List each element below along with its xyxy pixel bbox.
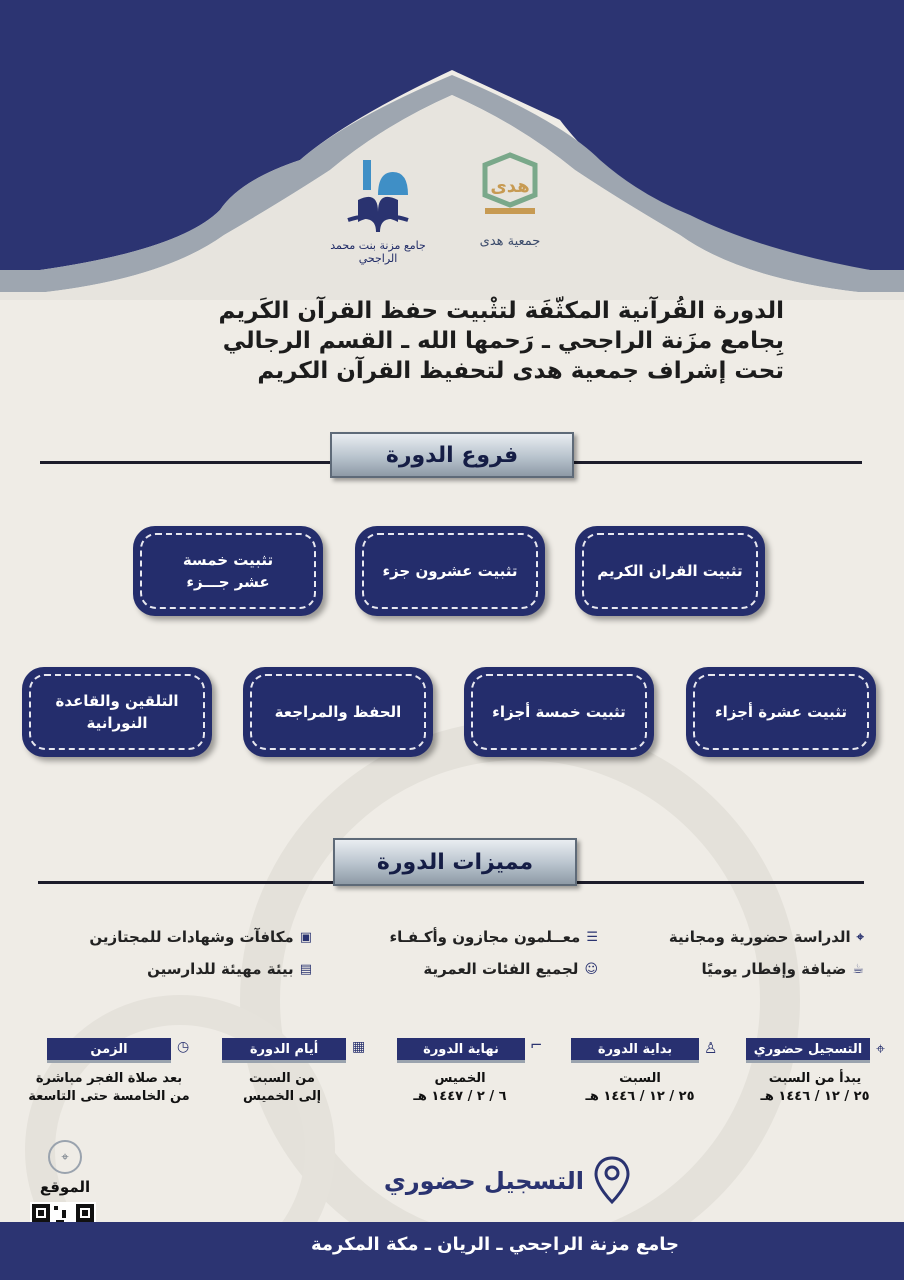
feature-text: الدراسة حضورية ومجانية [668, 928, 851, 946]
feature-item [423, 960, 598, 978]
huda-logo-name: جمعية هدى [479, 234, 541, 249]
list-icon: ☰ [586, 929, 598, 945]
branch-card-memorize [243, 667, 433, 757]
branch-card-fifteen [133, 526, 323, 616]
mosque-book-icon [318, 150, 438, 235]
walk-icon: ♙ [704, 1039, 718, 1057]
schedule-line-2: ٢٥ / ١٢ / ١٤٤٦ هـ [585, 1089, 695, 1104]
schedule-line-1: من السبت [249, 1071, 315, 1086]
schedule-line-1: السبت [619, 1071, 661, 1086]
location-pin-badge [48, 1140, 82, 1174]
feature-text: معــلمون مجازون وأكـفـاء [389, 928, 581, 946]
branch-card-talqeen [22, 667, 212, 757]
schedule-value [212, 1070, 352, 1106]
branch-label: تثبيت خمسة أجزاء [492, 703, 626, 721]
stairs-icon: ⌐ [530, 1036, 543, 1054]
schedule-line-1: بعد صلاة الفجر مباشرة [35, 1071, 183, 1086]
branch-label: تثبيت القران الكريم [597, 562, 743, 580]
feature-item [389, 928, 598, 946]
branch-card-ten [686, 667, 876, 757]
people-icon: ☺ [584, 961, 598, 977]
schedule-line-2: ٦ / ٢ / ١٤٤٧ هـ [413, 1089, 507, 1104]
schedule-tag-start [571, 1038, 699, 1063]
location-pin-icon: ⌖ [876, 1039, 886, 1058]
location-label: الموقع [39, 1178, 91, 1196]
schedule-value [390, 1070, 530, 1106]
schedule-value [570, 1070, 710, 1106]
feature-item [669, 928, 864, 946]
schedule-line-1: الخميس [434, 1071, 486, 1086]
heading-line-3: تحت إشراف جمعية هدى لتحفيظ القرآن الكريم [257, 358, 784, 384]
branch-card-twenty [355, 526, 545, 616]
schedule-line-2: إلى الخميس [242, 1089, 322, 1104]
schedule-tag-end [397, 1038, 525, 1063]
huda-logo [455, 150, 565, 265]
schedule-line-1: يبدأ من السبت [768, 1071, 862, 1086]
branch-label: تثبيت خمسة عشر جـــزء [182, 551, 274, 591]
clock-icon: ◷ [177, 1039, 190, 1055]
schedule-value [14, 1070, 204, 1106]
branch-card-five [464, 667, 654, 757]
schedule-line-2: من الخامسة حتى التاسعة [28, 1089, 190, 1104]
schedule-label: نهاية الدورة [423, 1041, 499, 1057]
branch-label: تثبيت عشرة أجزاء [714, 703, 848, 721]
huda-mark-text: هدى [490, 176, 530, 197]
schedule-label: أيام الدورة [249, 1041, 319, 1057]
schedule-value [740, 1070, 890, 1106]
calendar-icon: ▦ [352, 1039, 366, 1055]
branch-label: الحفظ والمراجعة [274, 703, 402, 721]
feature-item [701, 960, 864, 978]
location-pin-icon: ⌖ [856, 929, 864, 945]
location-pin-icon: ⌖ [61, 1149, 69, 1165]
feature-item [89, 928, 312, 946]
schedule-tag-days [222, 1038, 346, 1063]
footer-address: جامع مزنة الراجحي ـ الريان ـ مكة المكرمة [310, 1234, 680, 1255]
branch-label: التلقين والقاعدة النورانية [55, 692, 179, 732]
registration-note [360, 1156, 630, 1206]
heading-line-1: الدورة القُرآنية المكثّفَة لتثْبيت حفظ القرآن الكَريم [218, 298, 784, 324]
cup-icon: ☕ [852, 961, 864, 977]
course-heading [94, 296, 784, 386]
gift-icon: ▣ [299, 929, 312, 945]
feature-text: بيئة مهيئة للدارسين [147, 960, 294, 978]
mosque-logo-name: جامع مزنة بنت محمد الراجحي [330, 239, 426, 265]
branch-card-quran [575, 526, 765, 616]
schedule-label: الزمن [90, 1041, 128, 1057]
schedule-tag-time [47, 1038, 171, 1063]
feature-text: لجميع الفئات العمرية [423, 960, 579, 978]
feature-text: مكافآت وشهادات للمجتازين [89, 928, 294, 946]
feature-text: ضيافة وإفطار يوميًا [701, 960, 847, 978]
schedule-label: التسجيل حضوري [753, 1041, 863, 1057]
building-icon: ▤ [299, 961, 312, 977]
heading-line-2: بِجامع مزَنة الراجحي ـ رَحمها الله ـ القسم الرجالي [222, 328, 784, 354]
mosque-logo [318, 150, 438, 270]
registration-text: التسجيل حضوري [383, 1167, 584, 1195]
features-title: مميزات الدورة [333, 838, 577, 886]
branches-title: فروع الدورة [330, 432, 574, 478]
location-pin-icon [594, 1156, 630, 1206]
branch-label: تثبيت عشرون جزء [382, 562, 518, 580]
schedule-tag-registration [746, 1038, 870, 1063]
schedule-label: بداية الدورة [597, 1041, 673, 1057]
schedule-line-2: ٢٥ / ١٢ / ١٤٤٦ هـ [760, 1089, 870, 1104]
feature-item [147, 960, 312, 978]
huda-mark-icon [455, 150, 565, 230]
